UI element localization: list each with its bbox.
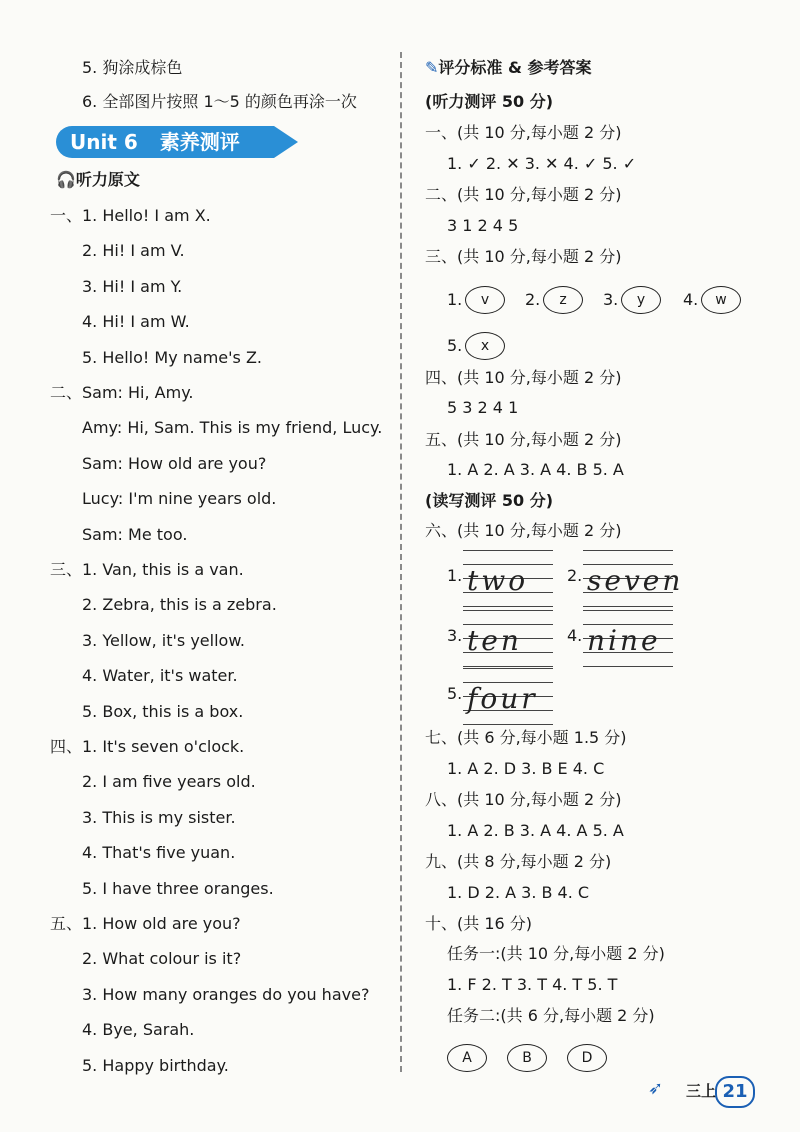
script-line: 一、1. Hello! I am X. [50,206,211,225]
handwriting-box [463,550,553,610]
s4-head: 四、(共 10 分,每小题 2 分) [425,368,622,387]
s6-item-number: 3. [447,626,463,645]
s9-head: 九、(共 8 分,每小题 2 分) [425,852,612,871]
script-line: 5. I have three oranges. [82,878,274,898]
s4-answers: 5 3 2 4 1 [447,398,519,417]
handwritten-word: seven [587,564,684,597]
unit-title: 素养测评 [159,130,240,154]
script-line: 4. Water, it's water. [82,666,238,686]
script-line: 5. Box, this is a box. [82,701,244,721]
script-line: 3. Hi! I am Y. [82,276,183,296]
left-column [50,0,386,1132]
s7-answers: 1. A 2. D 3. B E 4. C [447,759,605,778]
column-divider [400,52,402,1072]
unit-label: Unit 6 [70,130,138,154]
s1-answers: 1. ✓ 2. ✕ 3. ✕ 4. ✓ 5. ✓ [447,154,637,173]
circled-letter: w [701,286,741,314]
s3-item-number: 5. [447,336,463,355]
top-item-6: 6. 全部图片按照 1～5 的颜色再涂一次 [82,92,357,111]
handwritten-word: two [467,564,529,597]
s6-head: 六、(共 10 分,每小题 2 分) [425,521,622,540]
script-line: 3. Yellow, it's yellow. [82,630,246,650]
task2-circled-letter: A [447,1044,487,1072]
pencil-icon: ✎ [425,58,439,77]
logo-bird-icon: ➶ [648,1078,664,1099]
s3-item-number: 2. [525,290,541,309]
circled-letter: z [543,286,583,314]
script-line: Sam: Me too. [82,524,188,544]
task1-answers: 1. F 2. T 3. T 4. T 5. T [447,975,618,994]
handwritten-word: ten [467,624,522,657]
task2-circled-letter: D [567,1044,607,1072]
s5-head: 五、(共 10 分,每小题 2 分) [425,430,622,449]
circled-letter: x [465,332,505,360]
script-line: 3. How many oranges do you have? [82,984,370,1004]
script-line: 三、1. Van, this is a van. [50,560,244,579]
s10-head: 十、(共 16 分) [425,914,533,933]
grade-label: 三上 [686,1082,717,1100]
right-column [425,0,785,1132]
script-line: 2. Hi! I am V. [82,241,185,261]
script-line: 4. That's five yuan. [82,843,236,863]
handwriting-box [583,610,673,670]
s8-answers: 1. A 2. B 3. A 4. A 5. A [447,821,624,840]
handwritten-word: four [467,682,538,715]
s5-answers: 1. A 2. A 3. A 4. B 5. A [447,460,624,479]
top-item-5: 5. 狗涂成棕色 [82,58,183,77]
s3-head: 三、(共 10 分,每小题 2 分) [425,247,622,266]
s3-item-number: 3. [603,290,619,309]
answer-title: ✎评分标准 & 参考答案 [425,58,592,77]
script-line: 5. Happy birthday. [82,1055,229,1075]
s2-head: 二、(共 10 分,每小题 2 分) [425,185,622,204]
s1-head: 一、(共 10 分,每小题 2 分) [425,123,622,142]
script-line: 二、Sam: Hi, Amy. [50,383,194,402]
script-line: 5. Hello! My name's Z. [82,347,263,367]
script-line: 4. Bye, Sarah. [82,1020,195,1040]
handwritten-word: nine [587,624,661,657]
s9-answers: 1. D 2. A 3. B 4. C [447,883,590,902]
s8-head: 八、(共 10 分,每小题 2 分) [425,790,622,809]
s6-item-number: 1. [447,566,463,585]
script-line: Amy: Hi, Sam. This is my friend, Lucy. [82,418,383,438]
unit-banner [56,126,274,158]
s6-item-number: 4. [567,626,583,645]
script-line: 2. I am five years old. [82,772,256,792]
task1-head: 任务一:(共 10 分,每小题 2 分) [447,944,665,963]
script-line: 4. Hi! I am W. [82,312,190,332]
listening-header: (听力测评 50 分) [425,92,554,111]
script-line: 3. This is my sister. [82,807,236,827]
s3-item-number: 1. [447,290,463,309]
circled-letter: y [621,286,661,314]
listening-title: 🎧听力原文 [56,170,140,189]
handwriting-box [463,668,553,728]
s3-item-number: 4. [683,290,699,309]
script-line: Sam: How old are you? [82,453,267,473]
s7-head: 七、(共 6 分,每小题 1.5 分) [425,728,627,747]
s2-answers: 3 1 2 4 5 [447,216,519,235]
script-line: 四、1. It's seven o'clock. [50,737,245,756]
handwriting-box [583,550,684,610]
task2-head: 任务二:(共 6 分,每小题 2 分) [447,1006,655,1025]
task2-circled-letter: B [507,1044,547,1072]
script-line: 2. What colour is it? [82,949,242,969]
script-line: Lucy: I'm nine years old. [82,489,277,509]
circled-letter: v [465,286,505,314]
s6-item-number: 5. [447,684,463,703]
script-line: 2. Zebra, this is a zebra. [82,595,277,615]
handwriting-box [463,610,553,670]
headphones-icon: 🎧 [56,170,76,189]
page-number: 21 [715,1076,755,1108]
reading-header: (读写测评 50 分) [425,491,554,510]
s6-item-number: 2. [567,566,583,585]
script-line: 五、1. How old are you? [50,914,241,933]
